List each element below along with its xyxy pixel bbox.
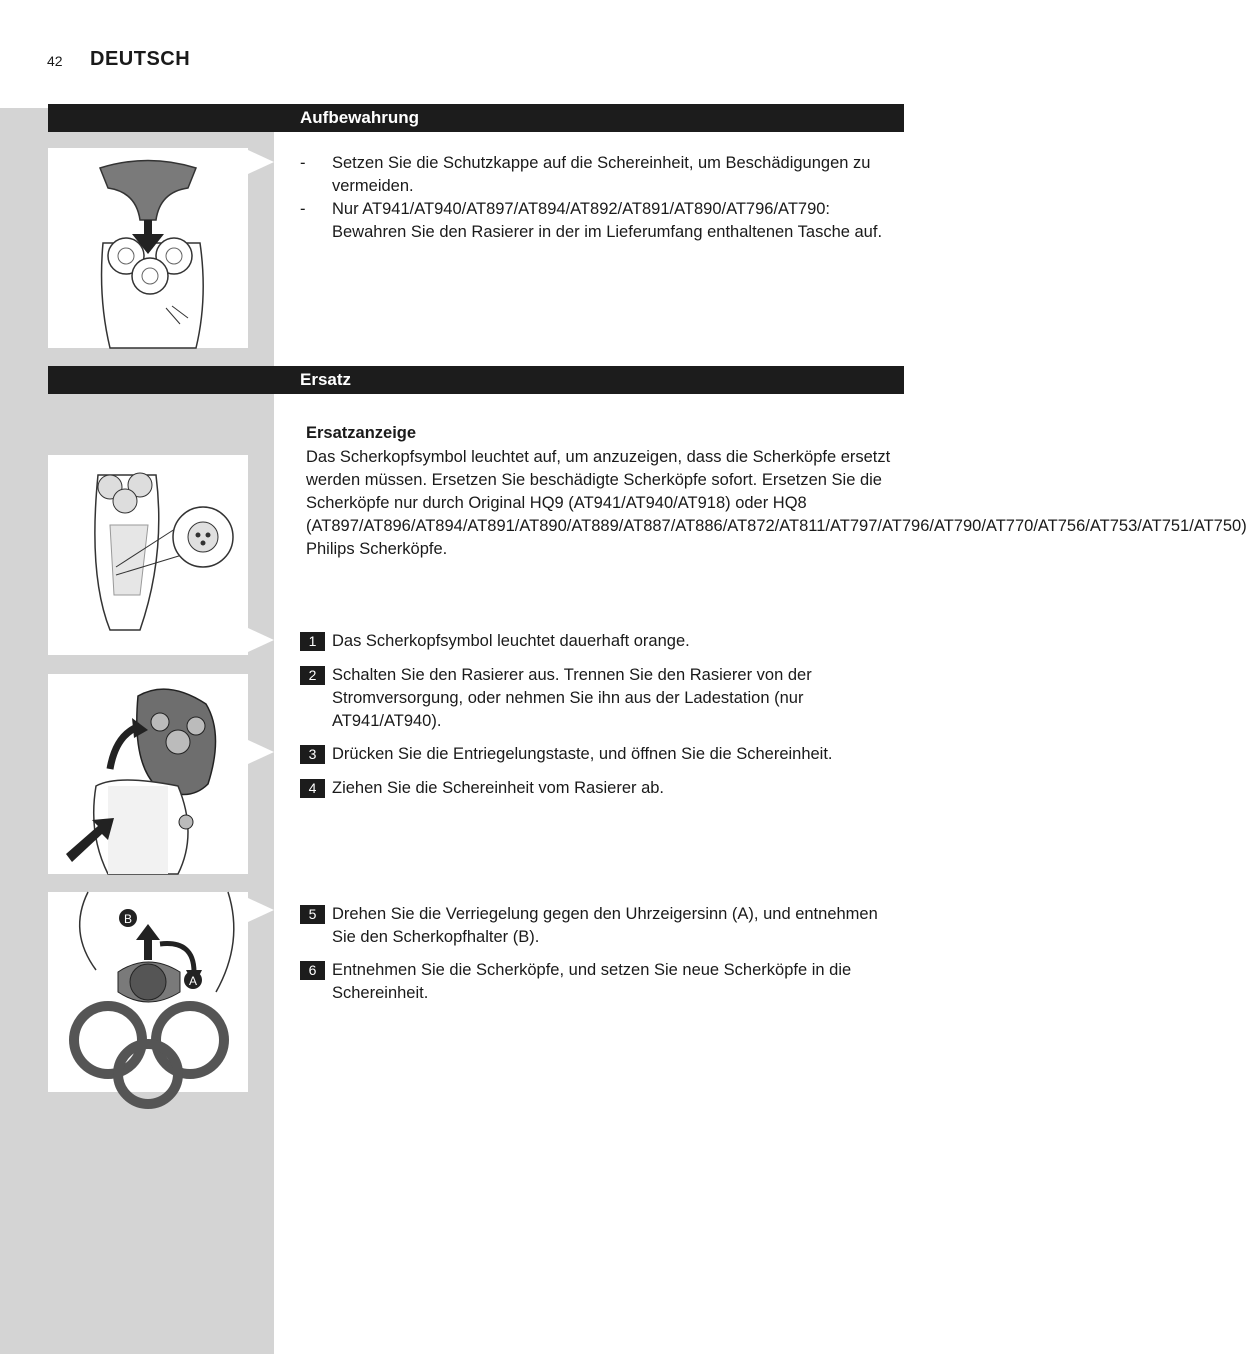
shaver-open-illustration (48, 674, 248, 874)
figure-remove-retaining-frame (48, 892, 248, 1092)
shaver-cap-illustration (48, 148, 248, 348)
step-text: Drücken Sie die Entriegelungstaste, und öffnen Sie die Schereinheit. (332, 745, 833, 763)
figure-open-shaving-unit (48, 674, 248, 874)
step-number: 3 (300, 745, 325, 764)
step-text: Das Scherkopfsymbol leuchtet dauerhaft orange. (332, 632, 690, 650)
step-number: 5 (300, 905, 325, 924)
step-text: Schalten Sie den Rasierer aus. Trennen Sie den Rasierer von der Stromversorgung, oder nehmen Sie ihn aus der Ladestation (nur AT941/AT940). (332, 666, 812, 730)
storage-bullet: - Setzen Sie die Schutzkappe auf die Schereinheit, um Beschädigungen zu vermeiden. (300, 154, 871, 195)
figure-pointer (248, 150, 274, 174)
step-4 (300, 777, 906, 800)
step-1 (300, 630, 906, 653)
step-3 (300, 743, 906, 766)
storage-bullets (300, 152, 906, 244)
section-bar-storage (48, 104, 904, 132)
step-6 (300, 959, 906, 1005)
figure-pointer (248, 628, 274, 652)
step-number: 4 (300, 779, 325, 798)
figure-protective-cap (48, 148, 248, 348)
figure-pointer (248, 898, 274, 922)
language-heading: DEUTSCH (90, 48, 191, 70)
page-number: 42 (47, 53, 63, 69)
label-b: B (123, 912, 133, 926)
step-text: Entnehmen Sie die Scherköpfe, und setzen Sie neue Scherköpfe in die Schereinheit. (332, 961, 852, 1002)
step-number: 1 (300, 632, 325, 651)
figure-replacement-indicator (48, 455, 248, 655)
replacement-paragraph: Das Scherkopfsymbol leuchtet auf, um anzuzeigen, dass die Scherköpfe ersetzt werden müssen. Ersetzen Sie beschädigte Scherköpfe sofort. Ersetzen Sie die Scherköpfe nur durch Original HQ9 (AT941/AT940/AT918) oder HQ8 (AT897/AT896/AT894/AT891/AT890/AT889/AT887/AT886/AT872/AT811/AT797/AT796/AT790/AT770/AT756/AT753/AT751/AT750) Philips Scherköpfe. (306, 448, 1247, 558)
step-2 (300, 664, 906, 733)
step-text: Ziehen Sie die Schereinheit vom Rasierer ab. (332, 779, 665, 797)
bullet-text: Nur AT941/AT940/AT897/AT894/AT892/AT891/AT890/AT796/AT790: Bewahren Sie den Rasierer in der im Lieferumfang enthaltenen Tasche auf. (332, 200, 883, 241)
step-text: Drehen Sie die Verriegelung gegen den Uhrzeigersinn (A), und entnehmen Sie den Scherkopfhalter (B). (332, 905, 878, 946)
storage-bullet: - Nur AT941/AT940/AT897/AT894/AT892/AT891/AT890/AT796/AT790: Bewahren Sie den Rasierer in der im Lieferumfang enthaltenen Tasche auf. (300, 200, 883, 241)
step-number: 2 (300, 666, 325, 685)
shaver-indicator-illustration (48, 455, 248, 655)
section-bar-replacement (48, 366, 904, 394)
section-title-storage: Aufbewahrung (300, 108, 419, 127)
step-number: 6 (300, 961, 325, 980)
figure-pointer (248, 740, 274, 764)
step-5 (300, 903, 906, 949)
section-title-replacement: Ersatz (300, 370, 352, 389)
bullet-text: Setzen Sie die Schutzkappe auf die Schereinheit, um Beschädigungen zu vermeiden. (332, 154, 871, 195)
subheading-replacement-indicator: Ersatzanzeige (306, 424, 417, 442)
label-a: A (188, 974, 198, 988)
retaining-frame-illustration (48, 892, 248, 1092)
